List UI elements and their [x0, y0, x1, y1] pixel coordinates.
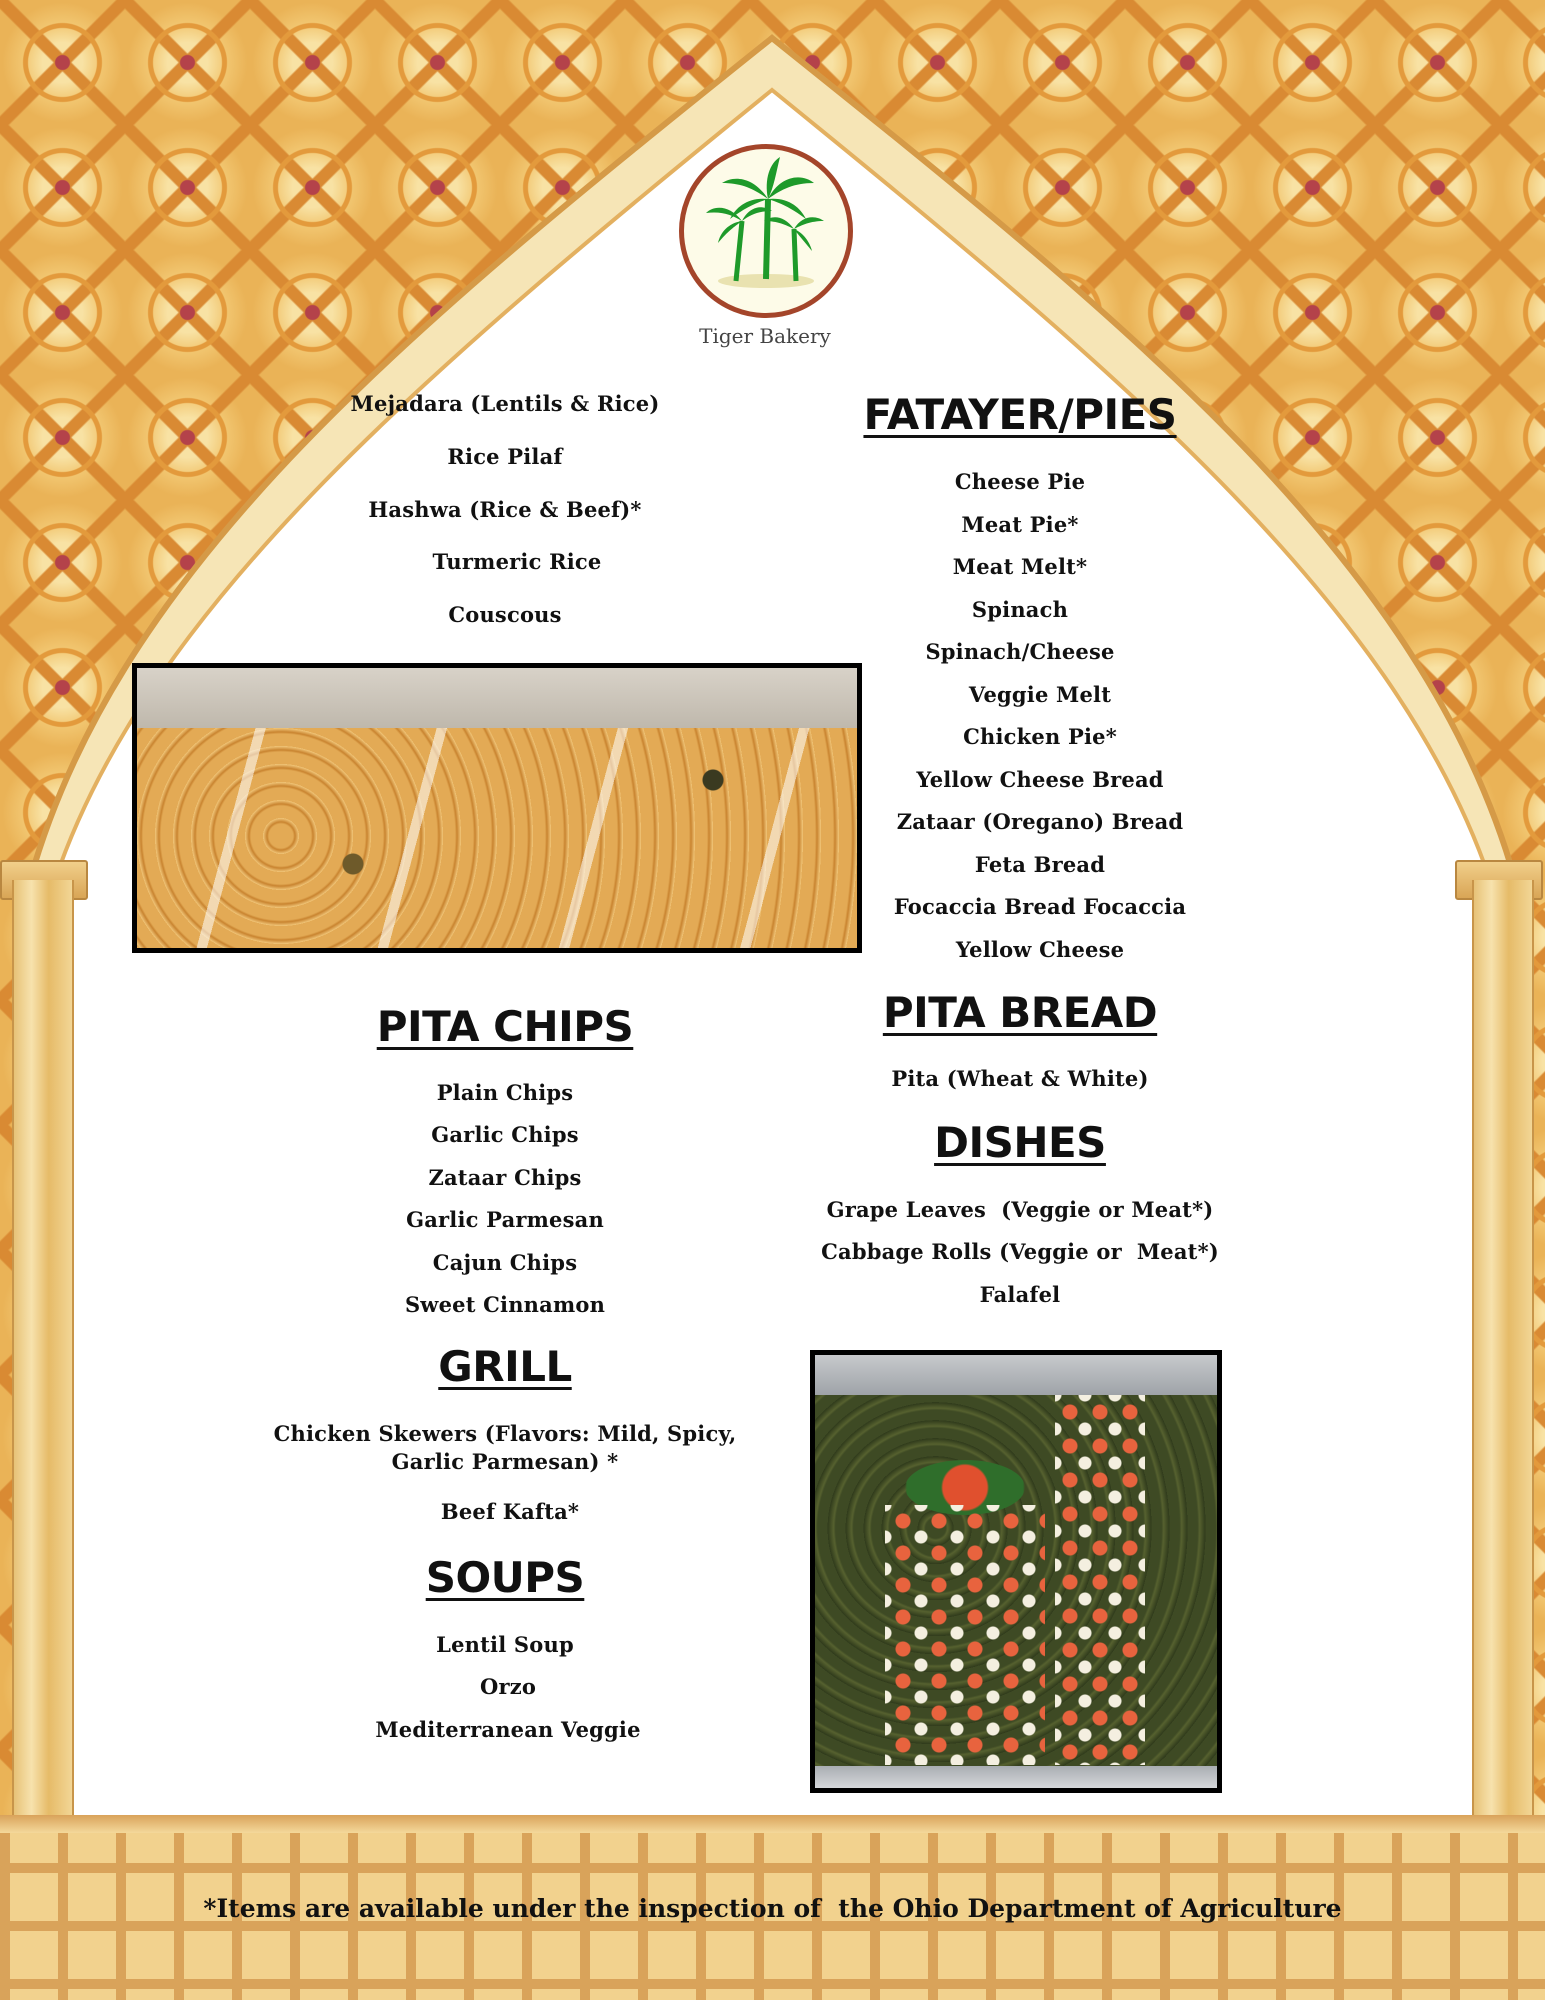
pastries-display-photo	[132, 663, 862, 953]
menu-item-turmeric-rice: Turmeric Rice	[432, 549, 602, 574]
heading-dishes: DISHES	[934, 1118, 1106, 1167]
heading-soups: SOUPS	[425, 1553, 585, 1602]
menu-item-mejadara: Mejadara (Lentils & Rice)	[350, 391, 660, 416]
menu-item-hashwa: Hashwa (Rice & Beef)*	[368, 497, 642, 522]
diced-tomato-onion-topping-right	[1055, 1395, 1145, 1765]
menu-item-chicken-pie: Chicken Pie*	[963, 724, 1117, 749]
heading-fatayer-pies: FATAYER/PIES	[863, 390, 1177, 439]
heading-pita-chips: PITA CHIPS	[376, 1002, 634, 1051]
menu-item-rice-pilaf: Rice Pilaf	[447, 444, 563, 469]
menu-item-garlic-chips: Garlic Chips	[431, 1122, 579, 1147]
right-column	[1472, 880, 1534, 1840]
menu-item-meat-melt: Meat Melt*	[952, 554, 1088, 579]
tray-edge-bottom	[815, 1766, 1217, 1788]
display-case-top	[137, 668, 857, 728]
diced-tomato-onion-topping	[885, 1505, 1045, 1765]
menu-item-cheese-pie: Cheese Pie	[954, 469, 1086, 494]
heading-pita-bread: PITA BREAD	[882, 988, 1158, 1037]
menu-item-veggie-melt: Veggie Melt	[968, 682, 1112, 707]
heading-grill: GRILL	[438, 1342, 572, 1391]
menu-item-chicken-skewers: Chicken Skewers (Flavors: Mild, Spicy,	[273, 1421, 737, 1446]
menu-item-feta-bread: Feta Bread	[974, 852, 1106, 877]
menu-item-zataar-bread: Zataar (Oregano) Bread	[896, 809, 1184, 834]
menu-item-cajun-chips: Cajun Chips	[432, 1250, 578, 1275]
menu-item-mediterranean-veggie: Mediterranean Veggie	[375, 1717, 641, 1742]
menu-item-zataar-chips: Zataar Chips	[428, 1165, 582, 1190]
bottom-lattice-band	[0, 1815, 1545, 1833]
menu-item-plain-chips: Plain Chips	[436, 1080, 574, 1105]
menu-item-cabbage-rolls: Cabbage Rolls (Veggie or Meat*)	[821, 1239, 1219, 1264]
menu-item-orzo: Orzo	[479, 1674, 537, 1699]
menu-item-sweet-cinnamon: Sweet Cinnamon	[404, 1292, 606, 1317]
menu-item-meat-pie: Meat Pie*	[961, 512, 1079, 537]
menu-item-focaccia-bread: Focaccia Bread Focaccia	[893, 894, 1187, 919]
menu-item-grape-leaves: Grape Leaves (Veggie or Meat*)	[826, 1197, 1214, 1222]
menu-item-garlic-parmesan: Garlic Parmesan	[406, 1207, 604, 1232]
tray-edge-top	[815, 1355, 1217, 1395]
left-column	[12, 880, 74, 1840]
menu-item-chicken-skewers-cont: Garlic Parmesan) *	[391, 1449, 619, 1474]
menu-item-spinach-cheese: Spinach/Cheese	[925, 639, 1115, 664]
menu-item-yellow-cheese-bread: Yellow Cheese Bread	[916, 767, 1164, 792]
menu-item-couscous: Couscous	[448, 602, 562, 627]
palm-trees-icon	[684, 149, 848, 313]
tiger-bakery-logo	[679, 144, 853, 318]
menu-item-beef-kafta: Beef Kafta*	[440, 1499, 580, 1524]
grape-leaves-tray-photo	[810, 1350, 1222, 1793]
menu-item-yellow-cheese: Yellow Cheese	[955, 937, 1125, 962]
inspection-disclaimer: *Items are available under the inspection of the Ohio Department of Agriculture	[203, 1894, 1342, 1923]
menu-item-lentil-soup: Lentil Soup	[436, 1632, 574, 1657]
logo-name: Tiger Bakery	[699, 324, 831, 348]
menu-item-pita: Pita (Wheat & White)	[891, 1066, 1149, 1091]
menu-item-falafel: Falafel	[979, 1282, 1061, 1307]
menu-item-spinach: Spinach	[971, 597, 1069, 622]
arch-interior	[55, 90, 1490, 1830]
